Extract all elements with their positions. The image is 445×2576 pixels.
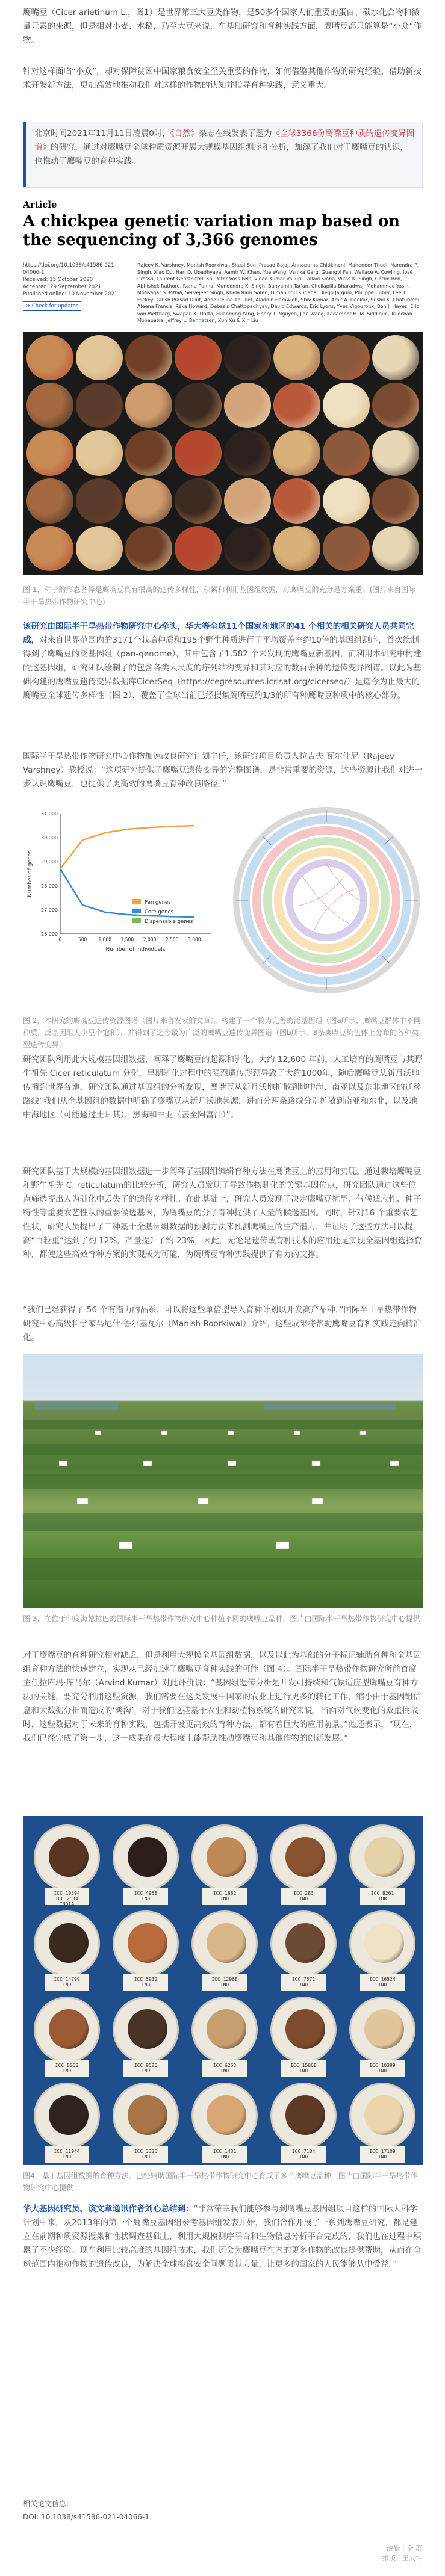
seed-pile (76, 526, 123, 571)
variety-dish (185, 1821, 264, 1911)
variety-dish (107, 2079, 185, 2165)
variety-label: ICC 8261 TUR (360, 1888, 405, 1905)
petri-dish (349, 1824, 415, 1891)
x-tick-label: 500 (78, 937, 87, 942)
check-updates-label: Check for updates (31, 303, 79, 309)
seed-sample (207, 1837, 246, 1877)
variety-dish (343, 1821, 422, 1911)
x-tick-label: 2,000 (143, 937, 157, 942)
pan-genome-chart (23, 804, 222, 972)
seed-sample (128, 1837, 167, 1877)
variety-label: ICC 3325 IND (123, 2146, 168, 2163)
seed-pile (175, 526, 222, 571)
paragraph-3-highlight: 该研究由国际半干旱热带作物研究中心牵头，华大等全球11个国家和地区的41 个相关的相关研究人员共同完成， (23, 622, 414, 645)
y-tick-label: 30,000 (41, 835, 58, 841)
quote-post: 的研究，通过对鹰嘴豆全球种质资源开展大规模基因组测序和分析，加深了我们对于鹰嘴豆的认识，也推动了鹰嘴豆的育种实践。 (34, 143, 408, 166)
seed-sample (49, 1837, 89, 1877)
check-updates-icon: ⟳ (26, 303, 32, 309)
footer-credits (382, 2544, 422, 2563)
seed-pile (175, 430, 222, 475)
petri-dish (349, 2083, 415, 2149)
seed-pile (273, 430, 320, 475)
seed-pile (323, 430, 370, 475)
quote-journal: 《自然》 (170, 129, 199, 138)
variety-dish (264, 1907, 343, 1997)
petri-dish (270, 1910, 337, 1977)
seed-sample (128, 2009, 167, 2049)
seed-pile (224, 335, 271, 380)
seed-pile (26, 478, 73, 524)
figure-3-field-photo (23, 1354, 423, 1608)
article-accepted: Accepted: 29 September 2021 (23, 284, 101, 290)
paragraph-8: 对于鹰嘴豆的育种研究相对缺乏，但是利用大规模全基因组数据，以及以此为基础的分子标记辅助育种和全基因组育种方法的快速建立，实现从已经加速了鹰嘴豆育种实践的可能（图 4）。国际半干旱热带作物研究所前首席主任拉库玛·库马尔（Arvind Kumar）对此评价说：“基因组遗传分析是开发可持续和气候适应型鹰嘴豆育种方法的关键，要充分利用这些资源，我们需要在这类发展中国家的农业上进行更多的转化工作，缩小由于基因组信息和大数据分析而造成的‘鸿沟’，对于我们这些基于农业和动植物系统的研究来说，当面对气候变化的双重挑战时，这些数据对于未来的育种实践，包括开发更高效的育种方法，都有着巨大的应用前景。”他还表示，“现在，我们已经完成了第一步，这一成果在很大程度上能帮助推动鹰嘴豆和其他作物的创新发展。” (23, 1651, 422, 1743)
seed-sample (128, 2095, 167, 2135)
chickpea-variety-collection-photo (23, 1816, 423, 2165)
seed-pile (26, 335, 73, 380)
seed-pile (273, 335, 320, 380)
check-updates-button[interactable] (23, 301, 81, 311)
paragraph-6: 研究团队基于大规模的基因组数据进一步阐释了基因组编辑育种方法在鹰嘴豆上的应用和实现。通过栽培鹰嘴豆和野生祖先 C. reticulatum的比较分析，研究人员发现了导致作物驯化的关键基因位点，研究团队通过这些位点筛选提出人为驯化中丢失了的遗传多样性。在此基础上，研究人员发现了决定鹰嘴豆抗旱、气候适应性、种子特性等重要农艺性状的重要候选基因，为鹰嘴豆的分子育种提供了大量的候选基因。同时，针对16 个重要农艺性状，研究人员提出了三种基于全基因组数据的预测方法来预测鹰嘴豆的生产潜力，并证明了这些方法可以提高“百粒重”达到了约 12%，产量提升了约 23%，因此，无论是遗传或育种技术的应用还是实现全基因组选择育种，都使这些高效育种方案的实现成为可能，为鹰嘴豆育种实践提供了有力的支撑。 (23, 1167, 423, 1259)
article-kicker: Article (23, 199, 57, 210)
variety-label: ICC 10399 IND (360, 2060, 405, 2077)
variety-label: ICC 10394 ICC 2514 INDIA (45, 1888, 89, 1905)
paragraph-3-body: 对来自世界范围内的3171个栽培种质和195个野生种质进行了平均覆盖率约10倍的基因组测序，首次绘制得到了鹰嘴豆的泛基因组（pan-genome），其中包含了1,582 个未发现的鹰嘴豆新基因，而利用本研究中构建的这基因组，研究团队绘制了的包含各类大尺度的序列结构变异和其对应的数百余种的遗传变异图谱。以此为基础构建的鹰嘴豆遗传变异数据库CicerSeq（https://cegresources.icrisat.org/cicerseq/）是迄今为止最大的鹰嘴豆全球遗传多样性（图 2），覆盖了全球当前已经搜集鹰嘴豆约1/3的所有种鹰嘴豆种质中的核心部分。 (23, 635, 422, 700)
x-tick-label: 3,000 (188, 937, 201, 942)
y-tick-label: 27,000 (41, 907, 58, 913)
seed-sample (49, 2009, 89, 2049)
variety-label: ICC 6263 IND (202, 2060, 247, 2077)
seed-sample (364, 1923, 404, 1963)
article-published: Published online: 10 November 2021 (23, 291, 118, 297)
variety-label: ICC 14799 IND (45, 1974, 89, 1991)
seed-pile (323, 478, 370, 524)
quote-pre: 北京时间2021年11月11日凌晨0时， (34, 129, 170, 138)
petri-dish (34, 1824, 100, 1891)
seed-pile (323, 383, 370, 428)
seed-pile (76, 383, 123, 428)
seed-pile (26, 430, 73, 475)
seed-pile (372, 430, 419, 475)
variety-dish (185, 2079, 264, 2165)
variety-dish (264, 2079, 343, 2165)
seed-sample (364, 2009, 404, 2049)
second-paragraph: 针对这样面临“小众”，却对保障贫困中国家粮食安全至关重要的作物，如何借鉴其他作物的研究经验，借助新技术开发新方法，更加高效地推动我们对这样的作物的认知并指导育种实践，意义重大。 (23, 67, 422, 90)
figure4-caption: 图4，基于基因组数据的育种方法，已经辅助国际半干旱热带作物研究中心育成了多个鹰嘴豆品种，图片由国际半干旱热带作物研究中心提供 (23, 2172, 418, 2192)
variety-dish (264, 1993, 343, 2083)
petri-dish (113, 2083, 179, 2149)
x-tick-label: 2,500 (165, 937, 179, 942)
seed-pile (125, 478, 172, 524)
seed-pile (273, 526, 320, 571)
paragraph-4: 国际半干旱热带作物研究中心作物加速改良研究计划主任，该研究项目负责人拉吉夫·瓦尔什尼（Rajeev Varshney）教授说：“这项研究提供了鹰嘴豆遗传变异的完整图谱，是非常重要的资源，这些资源让我们对进一步认识鹰嘴豆，也提供了更高效的鹰嘴豆育种改良路径。” (23, 752, 423, 789)
variety-label: ICC 1431 IND (202, 2146, 247, 2163)
seed-pile (125, 383, 172, 428)
article-screenshot (23, 194, 423, 579)
petri-dish (349, 1910, 415, 1977)
legend-swatch (132, 899, 141, 904)
petri-dish (191, 1910, 258, 1977)
seed-pile (273, 383, 320, 428)
series-line (60, 869, 194, 917)
seed-pile (175, 478, 222, 524)
variety-dish (343, 1907, 422, 1997)
variety-label: ICC 7184 IND (281, 2146, 326, 2163)
article-authors: Rajeev K. Varshney, Manish Roorkiwal, Shuai Sun, Prasad Bajaj, Annapurna Chitikineni, Mahender Thudi, Narendra P. Singh, Xiao Du, Hari D. Upadhyaya, Aamir W. Khan, Yue Wang, Vanika Garg, Guangyi Fan, Wallace A. Cowling, José Crossa, Laurent Gentzbittel, Kai Peter Voss-Fels, Vinod Kumar Valluri, Pallavi Sinha, Vikas K. Singh, Cécile Ben, Abhishek Rathore, Ramu Punna, Muneendra K. Singh, Bunyamin Tar'an, Chellapilla Bharadwaj, Mohammad Yasin, Motisagar S. Pithia, Servejeet Singh, Khela Ram Soren, Himabindu Kudapa, Diego Jarquín, Philippe Cubry, Lee T. Hickey, Girish Prasad Dixit, Anne-Céline Thuillet, Aladdin Hamwieh, Shiv Kumar, Amit A. Deokar, Sushil K. Chaturvedi, Aleena Francis, Réka Howard, Debasis Chattopadhyay, David Edwards, Eric Lyons, Yves Vigouroux, Ben J. Hayes, Eric von Wettberg, Swapan K. Datta, Huanming Yang, Henry T. Nguyen, Jian Wang, Kadambot H. M. Siddique, Trilochan Mohapatra, Jeffrey L. Bennetzen, Xun Xu & Xin Liu (137, 262, 421, 323)
variety-label: ICC 9586 IND (123, 2060, 168, 2077)
variety-dish (28, 1821, 106, 1911)
variety-dish (28, 2079, 106, 2165)
seed-pile (125, 335, 172, 380)
references-label: 相关论文信息： (23, 2500, 74, 2508)
petri-dish (34, 2083, 100, 2149)
y-tick-label: 26,000 (41, 931, 58, 937)
paragraph-9-body: “非常荣幸我们能够参与到鹰嘴豆基因组项目这样的国际大科学计划中来，从2013年的第一个鹰嘴豆基因组参考基因组发表开始，我们合作开展了一系列鹰嘴豆研究，都是建立在前期种质资源搜集和性状调查基础上，利用大规模测序平台和生物信息分析平台完成的，我们也在过程中积累了不少经验。现在利用比较高度的基因组技术，我们还会为鹰嘴豆在内的更多作物的改良提供帮助，从而在全球范围内推动作物的遗传改良，为解决全球粮食安全问题贡献力量，让更多的国家的人民能够从中受益。” (23, 2204, 422, 2269)
petri-dish (191, 1824, 258, 1891)
seed-pile (323, 526, 370, 571)
seed-sample (364, 2095, 404, 2135)
variety-label: ICC 7571 IND (281, 1974, 326, 1991)
highlight-quote-box (23, 122, 423, 188)
legend-label: Core genes (145, 909, 174, 915)
seed-sample (207, 2009, 246, 2049)
variety-label: ICC 5912 IND (123, 1974, 168, 1991)
seed-pile (26, 526, 73, 571)
variety-dish (264, 1821, 343, 1911)
quote-mid: 杂志在线发表了题为 (199, 129, 272, 138)
seed-pile (372, 526, 419, 571)
seed-pile (372, 383, 419, 428)
paragraph-9-highlight: 华大基因研究员、该文章通讯作者刘心总结到： (23, 2204, 194, 2214)
seed-pile (224, 526, 271, 571)
seed-sample (285, 2095, 325, 2135)
seed-pile (125, 430, 172, 475)
variety-dish (107, 1821, 185, 1911)
legend-swatch (132, 909, 141, 913)
seed-sample (49, 2095, 89, 2135)
x-tick-label: 1,500 (120, 937, 134, 942)
petri-dish (349, 1997, 415, 2063)
seed-pile (224, 430, 271, 475)
petri-dish (113, 1910, 179, 1977)
seed-sample (207, 2095, 246, 2135)
intro-paragraph: 鹰嘴豆（Cicer arietinum L.，图1）是世界第三大豆类作物，是50多个国家人们重要的蛋白、碳水化合物和微量元素的来源，但是相对小麦、水稻，乃至大豆来说，在基础研究和育种实践方面，鹰嘴豆都只能算是“小众”作物。 (23, 8, 422, 45)
variety-dish (343, 1993, 422, 2083)
variety-label: ICC 283 IND (281, 1888, 326, 1905)
x-tick-label: 0 (58, 937, 62, 942)
paragraph-7: “我们已经获得了 56 个有潜力的品系，可以将这些单倍型导入育种计划以开发高产品种，”国际半干旱热带作物研究中心高级科学家马尼什·鲁尔基瓦尔（Manish Roorkiwal）介绍，这些成果将帮助鹰嘴豆育种实践走向精准化。 (23, 1305, 422, 1342)
series-line (60, 826, 194, 869)
seed-pile (224, 383, 271, 428)
article-received: Received: 15 October 2020 (23, 277, 93, 283)
figure-2 (23, 804, 423, 1008)
variety-dish (107, 1907, 185, 1997)
y-tick-label: 29,000 (41, 859, 58, 865)
petri-dish (270, 1824, 337, 1891)
paragraph-5: 研究团队利用此大规模基因组数据，阐释了鹰嘴豆的起源和驯化。大约 12,600 年前，人工培育的鹰嘴豆与其野生祖先 Cicer reticulatum 分化，早期驯化过程中的强烈遗传瓶颈导致了大约1000年，随后鹰嘴豆从新月沃地传播到世界各地，研究团队通过基因组的分析发现，鹰嘴豆从新月沃地扩散到地中海、南亚以及东非地区的迁移路线“我们从全基因组的数据中明确了鹰嘴豆从新月沃地起源，进而分两条路线分别扩散到南亚和东非，以及地中海地区（可能通过土耳其），黑海和中亚（甚至阿富汗）”。 (23, 1055, 423, 1120)
references-doi[interactable]: DOI: 10.1038/s41586-021-04066-1 (23, 2513, 149, 2521)
legend-swatch (132, 918, 141, 923)
paragraph-9 (23, 2202, 423, 2272)
quote-paper-title: 《全球3366份鹰嘴豆种质的遗传变异图谱》 (34, 129, 415, 152)
seed-pile (76, 478, 123, 524)
y-tick-label: 31,000 (41, 811, 58, 817)
figure2-caption: 图 2，本研究的鹰嘴豆遗传资源图谱（图片来自发表的文章）。构建了一个较为完善的泛基因组（图a所示，鹰嘴豆群体中不同种质，泛基因组大小呈个饱和），并得到了迄今最为广泛的鹰嘴豆遗传变异图谱（图b所示，8条鹰嘴豆染色体上分布的各种类型遗传变异） (23, 1016, 421, 1049)
seed-pile (26, 383, 73, 428)
chickpea-field-photo (23, 1354, 423, 1608)
legend-label: Dispensable genes (145, 919, 193, 925)
x-tick-label: 1,000 (98, 937, 112, 942)
petri-dish (191, 2083, 258, 2149)
seed-sample (207, 1923, 246, 1963)
references (23, 2497, 423, 2524)
variety-label: ICC 8058 IND (45, 2060, 89, 2077)
figure1-caption: 图 1，种子的形态各异是鹰嘴豆具有很高的遗传多样性，积累和利用基因组数据，对鹰嘴豆的充分是方案重。(图片来自国际半干旱热带作物研究中心) (23, 585, 416, 606)
figure3-caption: 图 3，在位于印度海德拉巴的国际半干旱热带作物研究中心种植不同的鹰嘴豆品种，图片由国际半干旱热带作物研究中心提供 (23, 1614, 420, 1623)
variety-dish (343, 2079, 422, 2165)
variety-label: ICC 11944 IND (45, 2146, 89, 2163)
variety-dish (185, 1907, 264, 1997)
petri-dish (270, 1997, 337, 2063)
seed-pile (175, 383, 222, 428)
y-axis-label: Number of genes (27, 850, 33, 897)
seed-sample (128, 1923, 167, 1963)
variety-dish (107, 1993, 185, 2083)
seed-pile (372, 478, 419, 524)
petri-dish (34, 1910, 100, 1977)
variety-label: ICC 12968 IND (202, 1974, 247, 1991)
variety-dish (185, 1993, 264, 2083)
variety-label: ICC 16524 IND (360, 1974, 405, 1991)
chickpea-seed-photo (23, 332, 423, 575)
variety-label: ICC 1882 IND (202, 1888, 247, 1905)
variety-label: ICC 17109 IND (360, 2146, 405, 2163)
seed-sample (285, 1923, 325, 1963)
seed-pile (175, 335, 222, 380)
figure-4-seed-collection (23, 1816, 423, 2165)
footer-editor: 编辑｜余 群 (387, 2545, 422, 2553)
legend-label: Pan genes (145, 900, 171, 906)
seed-sample (364, 1837, 404, 1877)
seed-pile (76, 430, 123, 475)
x-axis-label: Number of individuals (105, 947, 166, 953)
variety-dish (28, 1993, 106, 2083)
seed-pile (323, 335, 370, 380)
article-doi[interactable]: https://doi.org/10.1038/s41586-021-04066-1 (23, 262, 116, 276)
seed-sample (49, 1923, 89, 1963)
petri-dish (113, 1997, 179, 2063)
petri-dish (191, 1997, 258, 2063)
variety-label: ICC 15868 IND (281, 2060, 326, 2077)
seed-pile (224, 478, 271, 524)
article-title: A chickpea genetic variation map based on the sequencing of 3,366 genomes (23, 212, 400, 249)
petri-dish (113, 1824, 179, 1891)
y-tick-label: 28,000 (41, 883, 58, 889)
seed-sample (285, 2009, 325, 2049)
variety-dish (28, 1907, 106, 1997)
variety-label: ICC 4958 IND (123, 1888, 168, 1905)
article-meta (23, 262, 131, 311)
seed-pile (372, 335, 419, 380)
paragraph-3 (23, 620, 423, 703)
seed-pile (76, 335, 123, 380)
genome-variation-circos-plot (230, 804, 423, 996)
seed-pile (273, 478, 320, 524)
seed-pile (125, 526, 172, 571)
petri-dish (270, 2083, 337, 2149)
seed-sample (285, 1837, 325, 1877)
footer-layout: 排版｜王大忤 (382, 2554, 422, 2562)
petri-dish (34, 1997, 100, 2063)
